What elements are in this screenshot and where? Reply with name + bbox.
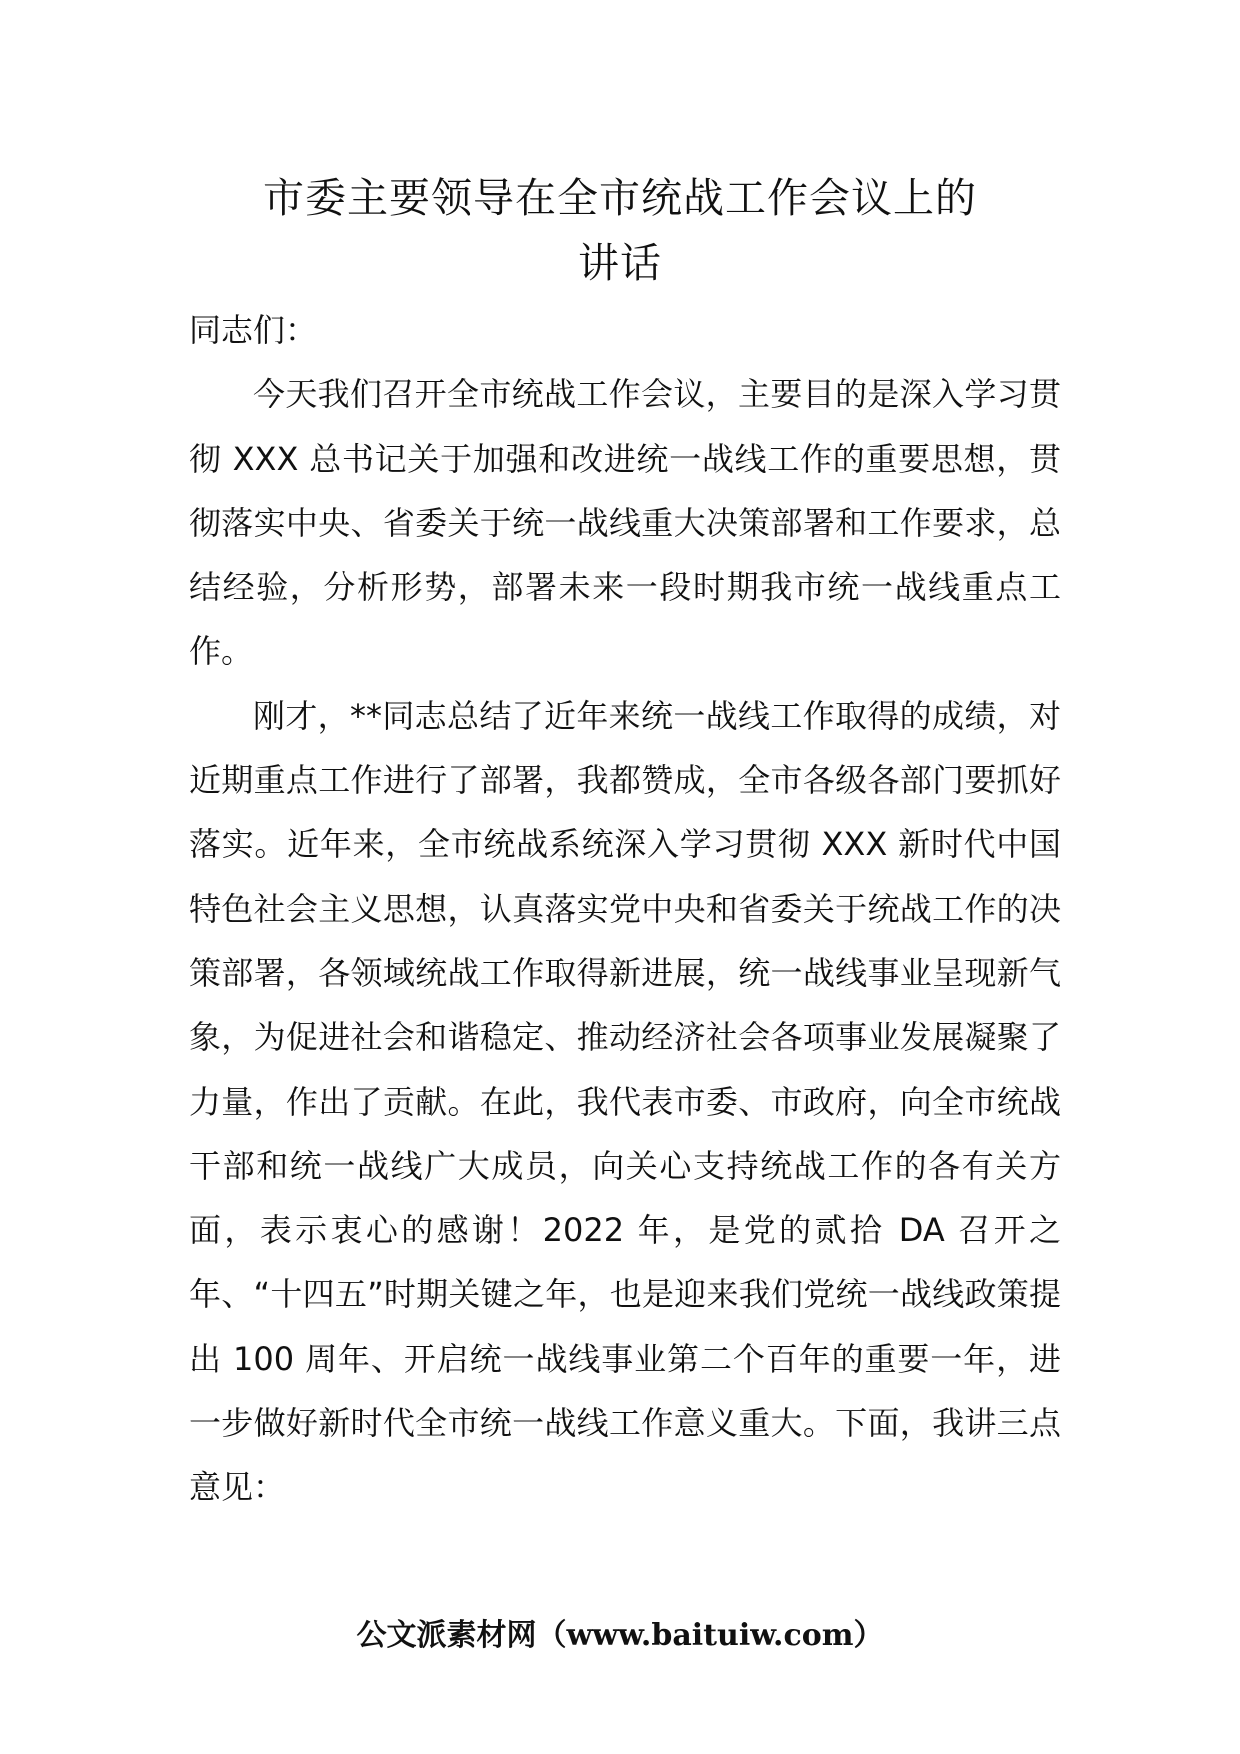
document-title-line2: 讲话 [578,239,662,287]
paragraph-opening: 今天我们召开全市统战工作会议，主要目的是深入学习贯彻 XXX 总书记关于加强和改进统一战线工作的重要思想，贯彻落实中央、省委关于统一战线重大决策部署和工作要求，总结经验，分析形势，部署未来一段时期我市统一战线重点工作。 [189,375,1061,671]
document-body [189,298,1061,1520]
footer-source-text: 公文派素材网（www.baituiw.com） [356,1618,884,1653]
paragraph-achievements: 刚才，**同志总结了近年来统一战线工作取得的成绩，对近期重点工作进行了部署，我都赞成，全市各级各部门要抓好落实。近年来，全市统战系统深入学习贯彻 XXX 新时代中国特色社会主义思想，认真落实党中央和省委关于统战工作的决策部署，各领域统战工作取得新进展，统一战线事业呈现新气象，为促进社会和谐稳定、推动经济社会各项事业发展凝聚了力量，作出了贡献。在此，我代表市委、市政府，向全市统战干部和统一战线广大成员，向关心支持统战工作的各有关方面，表示衷心的感谢！2022 年，是党的贰拾 DA 召开之年、“十四五”时期关键之年，也是迎来我们党统一战线政策提出 100 周年、开启统一战线事业第二个百年的重要一年，进一步做好新时代全市统一战线工作意义重大。下面，我讲三点意见： [189,696,1061,1507]
salutation: 同志们： [189,311,318,349]
document-title-line1: 市委主要领导在全市统战工作会议上的 [263,174,977,222]
